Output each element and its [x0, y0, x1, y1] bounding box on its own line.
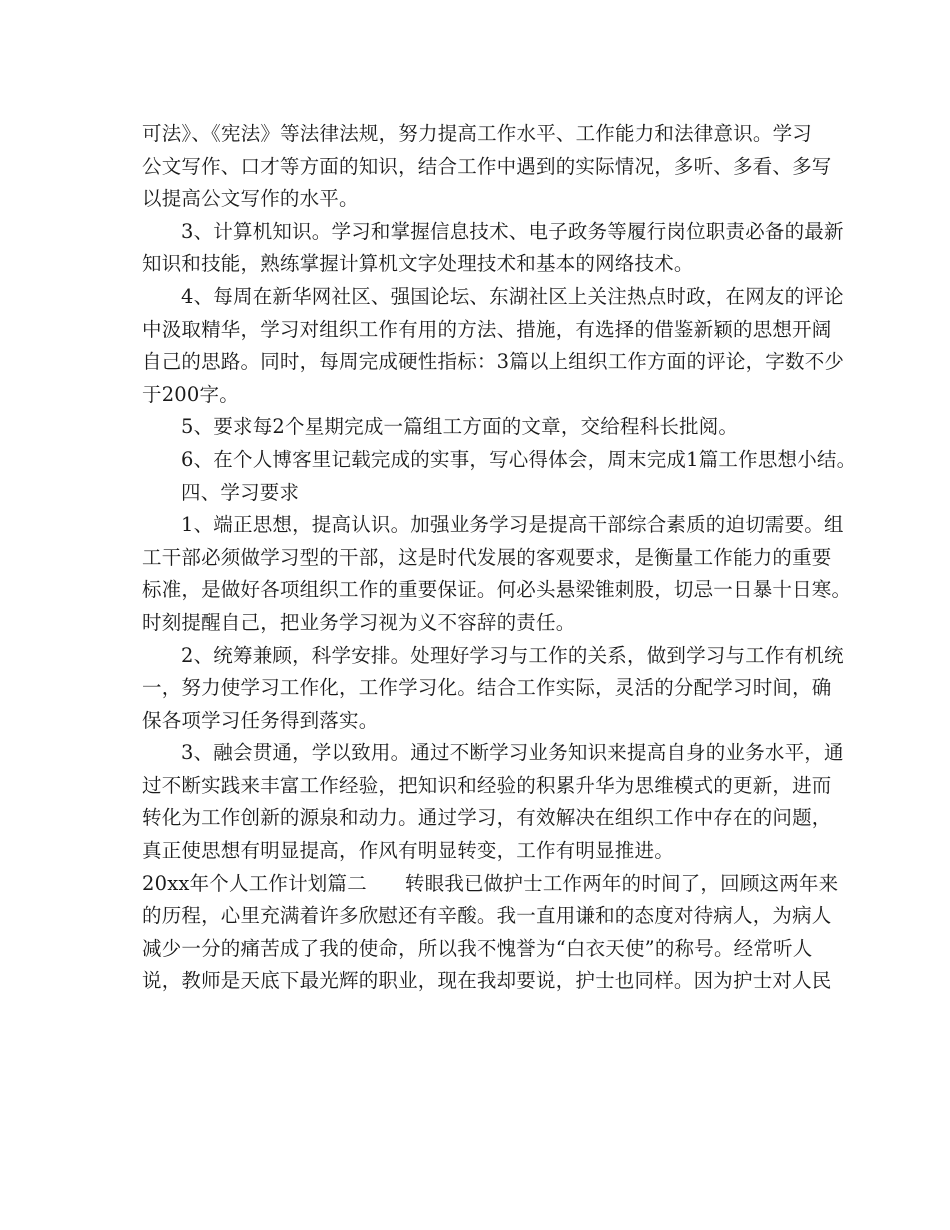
body-line: 以提高公文写作的水平。	[142, 187, 359, 211]
body-line: 说，教师是天底下最光辉的职业，现在我却要说，护士也同样。因为护士对人民	[142, 969, 832, 993]
body-line: 于200字。	[142, 382, 239, 406]
body-line: 保各项学习任务得到落实。	[142, 708, 379, 732]
paragraph-start-line: 3、融会贯通，学以致用。通过不断学习业务知识来提高自身的业务水平，通	[181, 741, 844, 765]
body-line: 真正使思想有明显提高，作风有明显转变，工作有明显推进。	[142, 839, 674, 863]
paragraph-start-line: 4、每周在新华网社区、强国论坛、东湖社区上关注热点时政，在网友的评论	[181, 284, 844, 308]
document-body	[142, 118, 857, 998]
body-line: 的历程，心里充满着许多欣慰还有辛酸。我一直用谦和的态度对待病人，为病人	[142, 904, 832, 928]
paragraph-start-line: 5、要求每2个星期完成一篇组工方面的文章，交给程科长批阅。	[181, 415, 739, 439]
paragraph-start-line: 1、端正思想，提高认识。加强业务学习是提高干部综合素质的迫切需要。组	[181, 513, 844, 537]
section-first-line: 转眼我已做护士工作两年的时间了，回顾这两年来	[404, 871, 839, 895]
section-title: 20xx年个人工作计划篇二	[142, 871, 367, 895]
paragraph-start-line: 3、计算机知识。学习和掌握信息技术、电子政务等履行岗位职责必备的最新	[181, 219, 844, 243]
body-line: 过不断实践来丰富工作经验，把知识和经验的积累升华为思维模式的更新，进而	[142, 773, 832, 797]
body-line: 转化为工作创新的源泉和动力。通过学习，有效解决在组织工作中存在的问题，	[142, 806, 832, 830]
section-heading: 四、学习要求	[181, 480, 300, 504]
body-line: 可法》、《宪法》等法律法规，努力提高工作水平、工作能力和法律意识。学习	[142, 122, 813, 145]
paragraph-start-line: 2、统筹兼顾，科学安排。处理好学习与工作的关系，做到学习与工作有机统	[181, 643, 844, 667]
body-line: 自己的思路。同时，每周完成硬性指标：3篇以上组织工作方面的评论，字数不少	[142, 350, 845, 374]
body-line: 中汲取精华，学习对组织工作有用的方法、措施，有选择的借鉴新颖的思想开阔	[142, 317, 832, 341]
body-line: 减少一分的痛苦成了我的使命，所以我不愧誉为“白衣天使”的称号。经常听人	[142, 936, 813, 960]
body-line: 一，努力使学习工作化，工作学习化。结合工作实际，灵活的分配学习时间，确	[142, 676, 832, 700]
body-line: 公文写作、口才等方面的知识，结合工作中遇到的实际情况，多听、多看、多写	[142, 154, 832, 178]
section-title-line	[142, 868, 839, 901]
body-line: 标准，是做好各项组织工作的重要保证。何必头悬梁锥刺股，切忌一日暴十日寒。	[142, 578, 852, 602]
paragraph-start-line: 6、在个人博客里记载完成的实事，写心得体会，周末完成1篇工作思想小结。	[181, 447, 857, 471]
body-line: 知识和技能，熟练掌握计算机文字处理技术和基本的网络技术。	[142, 252, 694, 276]
body-line: 工干部必须做学习型的干部，这是时代发展的客观要求，是衡量工作能力的重要	[142, 545, 832, 569]
body-line: 时刻提醒自己，把业务学习视为义不容辞的责任。	[142, 610, 576, 634]
